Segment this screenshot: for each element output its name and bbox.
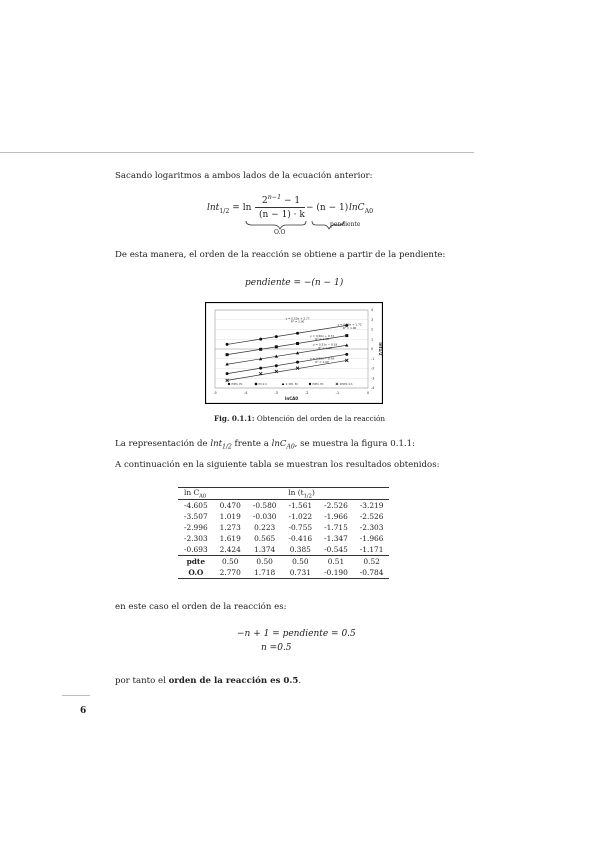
trendline-annotation: y = 0.50x + 1.72: [337, 322, 362, 327]
legend-marker: [228, 383, 230, 385]
x-tick-label: -4: [243, 391, 248, 395]
x-axis-label: lnCA0: [284, 396, 299, 401]
paragraph-case: en este caso el orden de la reacción es:: [115, 602, 287, 612]
equation-order-line2: n =0.5: [261, 643, 292, 653]
data-point: [259, 338, 262, 341]
y-tick-label: -4: [371, 386, 375, 391]
y-tick-label: 3: [371, 317, 374, 322]
table-row: -2.303 1.619 0.565 -0.416 -1.347 -1.966: [184, 534, 384, 544]
paragraph-table-intro: A continuación en la siguiente tabla se muestran los resultados obtenidos:: [115, 460, 440, 470]
data-point: [226, 353, 229, 356]
page-number: 6: [80, 706, 87, 716]
data-point: [259, 348, 262, 351]
paragraph-logs: Sacando logaritmos a ambos lados de la ecuación anterior:: [115, 171, 373, 181]
trendline-annotation: R² = 1.00: [318, 345, 332, 350]
data-point: [296, 342, 299, 345]
table-header: $\ln C_{A0}$ $\ln (t_{1/2})$: [178, 488, 389, 500]
x-tick-label: -3: [274, 391, 278, 395]
paragraph-order: De esta manera, el orden de la reacción se obtiene a partir de la pendiente:: [115, 250, 446, 260]
data-point: [259, 367, 262, 370]
trendline-annotation: R² = 1.00: [342, 326, 357, 330]
footer-rule: [62, 695, 90, 696]
trendline-annotation: R² = 1.00: [290, 319, 305, 324]
y-tick-label: 0: [371, 347, 374, 352]
y-tick-label: -1: [371, 356, 375, 361]
trendline-annotation: y = 0.50x + 2.77: [285, 316, 310, 321]
trendline-annotation: y = 0.51x − 0.19: [313, 342, 338, 347]
data-point: [275, 345, 278, 348]
table-row: -4.605 0.470 -0.580 -1.561 -2.526 -3.219: [184, 501, 384, 511]
y-tick-label: -3: [371, 376, 375, 381]
data-point: [345, 353, 348, 356]
table-row-oo: O.O 2.770 1.718 0.731 -0.190 -0.784: [178, 567, 389, 579]
chart-svg: [205, 302, 383, 404]
trendline-annotation: R² = 1.00: [315, 360, 329, 365]
legend-label: Ю:1:1: [258, 382, 267, 386]
data-point: [275, 335, 278, 338]
data-point: [226, 343, 229, 346]
figure-caption: Fig. 0.1.1: Obtención del orden de la reacción: [214, 414, 385, 423]
table-row: -3.507 1.019 -0.030 -1.022 -1.966 -2.526: [184, 512, 384, 522]
x-tick-label: -1: [335, 391, 340, 395]
data-point: [275, 364, 278, 367]
table-row-pdte: pdte 0.50 0.50 0.50 0.51 0.52: [178, 556, 389, 568]
y-tick-label: 4: [371, 308, 374, 313]
results-table: [178, 487, 389, 579]
data-point: [296, 332, 299, 335]
data-point: [296, 361, 299, 364]
figure-order-plot: [205, 302, 383, 404]
legend-label: 1ЮЮ:1:1: [339, 382, 353, 386]
y-tick-label: 2: [371, 327, 374, 332]
table-row: -2.996 1.273 0.223 -0.755 -1.715 -2.303: [184, 523, 384, 533]
legend-label: 1:1Ю, Ю: [285, 382, 298, 386]
y-axis-label: lnt1/2: [378, 342, 383, 356]
header-rule: [0, 152, 474, 153]
legend-marker: [255, 383, 257, 385]
y-tick-label: -2: [371, 366, 375, 371]
data-point: [226, 372, 229, 375]
y-tick-label: 1: [371, 337, 374, 342]
x-tick-label: 0: [366, 391, 370, 395]
table-row: -0.693 2.424 1.374 0.385 -0.545 -1.171: [184, 545, 384, 555]
trendline-annotation: y = 0.50x + 0.73: [310, 333, 335, 338]
equation-order-line1: −n + 1 = pendiente = 0.5: [237, 629, 356, 639]
legend-label: ЮЮ, Ю: [312, 382, 324, 386]
x-tick-label: -5: [213, 391, 217, 395]
data-point: [345, 334, 348, 337]
x-tick-label: -2: [305, 391, 309, 395]
legend-marker: [309, 383, 311, 385]
trendline-annotation: y = 0.52x − 0.78: [310, 356, 335, 361]
paragraph-conclusion: por tanto el orden de la reacción es 0.5.: [115, 676, 302, 686]
equation-slope: pendiente = −(n − 1): [245, 278, 344, 288]
trendline-annotation: R² = 1.00: [315, 337, 329, 342]
paragraph-representation: La representación de lnt$_{1/2}$ frente a lnC$_{A0}$, se muestra la figura 0.1.1:: [115, 439, 416, 451]
legend-label: ЮЮ, Ю: [231, 382, 243, 386]
